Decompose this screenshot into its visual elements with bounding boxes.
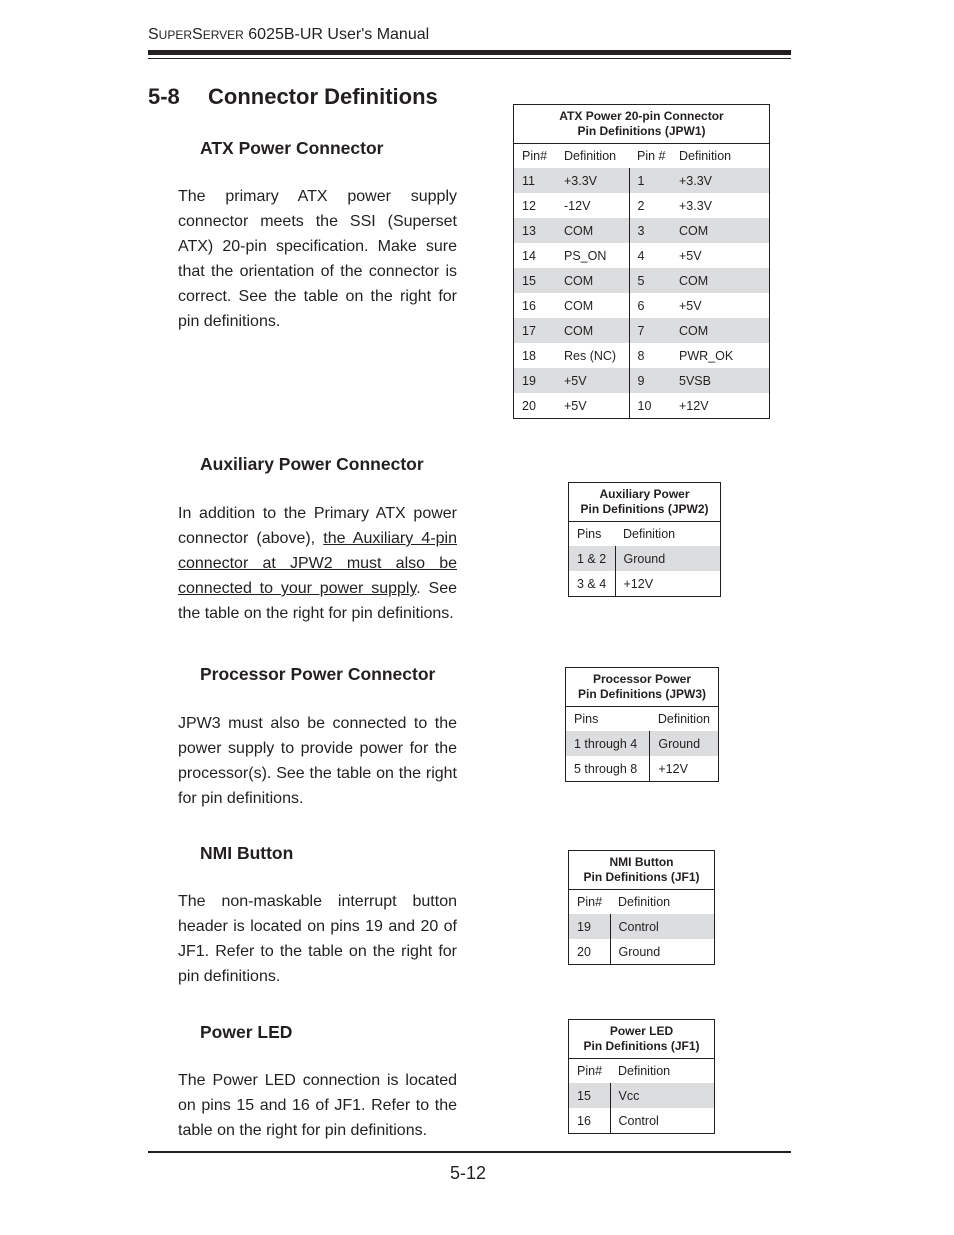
table-row [566, 731, 719, 756]
cell: +5V [679, 298, 702, 313]
cell: 17 [514, 318, 557, 343]
caption-line: Pin Definitions (JF1) [583, 870, 700, 884]
cell: COM [556, 268, 629, 293]
table-caption [566, 668, 719, 707]
cell: 3 [629, 218, 671, 243]
page-number: 5-12 [450, 1163, 487, 1183]
caption-line: Auxiliary Power [599, 487, 690, 501]
column-header: Definition [657, 712, 710, 726]
cell: COM [671, 318, 770, 343]
cell: 5 [629, 268, 671, 293]
column-header: Definition [679, 149, 732, 163]
cell: 6 [629, 293, 671, 318]
table-row [514, 293, 770, 318]
caption-line: Pin Definitions (JPW1) [577, 124, 706, 138]
caption-line: Pin Definitions (JF1) [583, 1039, 700, 1053]
table-row [514, 268, 770, 293]
cell: COM [671, 268, 770, 293]
cell: 11 [514, 168, 557, 193]
table-row [569, 546, 721, 571]
cell: +12V [679, 398, 709, 413]
cell: 3 & 4 [569, 571, 616, 597]
header-text: S [148, 26, 159, 43]
cell: +12V [623, 576, 654, 591]
header-rule [148, 50, 791, 55]
cell: COM [556, 318, 629, 343]
table-row [514, 343, 770, 368]
column-header: Pins [577, 527, 602, 541]
cell: +3.3V [671, 168, 770, 193]
table-row [514, 243, 770, 268]
table-row [566, 756, 719, 782]
cell: 12 [522, 198, 536, 213]
cell: PWR_OK [679, 348, 734, 363]
led-pin-table [568, 1019, 715, 1134]
cell: Control [610, 914, 715, 939]
cell: 9 [629, 368, 671, 393]
proc-paragraph: JPW3 must also be connected to the power supply to provide power for the processor(s). See the table on the right for pin definitions. [178, 715, 457, 807]
cell: 1 & 2 [569, 546, 616, 571]
table-caption [569, 851, 715, 890]
table-caption [569, 1020, 715, 1059]
cell: 16 [569, 1108, 611, 1134]
cell: +5V [556, 368, 629, 393]
header-text: 6025B-UR User's Manual [243, 26, 430, 43]
atx-heading: ATX Power Connector [200, 138, 384, 158]
cell: -12V [564, 198, 591, 213]
running-header [148, 26, 429, 44]
caption-line: Processor Power [592, 672, 692, 686]
column-header: Pins [574, 712, 599, 726]
cell: +5V [679, 248, 702, 263]
cell: 14 [522, 248, 536, 263]
cell: Ground [618, 944, 661, 959]
cell: +5V [564, 398, 587, 413]
caption-line: NMI Button [609, 855, 674, 869]
cell: 5 through 8 [566, 756, 650, 782]
cell: 4 [629, 243, 671, 268]
proc-pin-table [565, 667, 719, 782]
table-row [514, 393, 770, 419]
column-header: Pin# [577, 1064, 603, 1078]
cell: 10 [629, 393, 671, 419]
cell: 1 [629, 168, 671, 193]
header-text: UPER [158, 28, 193, 42]
nmi-paragraph: The non-maskable interrupt button header is located on pins 19 and 20 of JF1. Refer to the table on the right for pin definitions. [178, 893, 457, 985]
header-rule-thin [148, 58, 791, 59]
cell: 1 through 4 [566, 731, 650, 756]
aux-heading: Auxiliary Power Connector [200, 454, 424, 474]
section-title [148, 84, 438, 110]
table-row [514, 168, 770, 193]
header-text: S [192, 26, 203, 43]
column-header: Definition [618, 1064, 671, 1078]
table-row [514, 368, 770, 393]
cell: Control [618, 1113, 659, 1128]
cell: 18 [522, 348, 536, 363]
cell: +3.3V [556, 168, 629, 193]
table-row [569, 939, 715, 965]
cell: 20 [522, 398, 536, 413]
paragraph-text: In addition to the Primary ATX power connector (above), [178, 505, 457, 547]
nmi-pin-table [568, 850, 715, 965]
table-caption [569, 483, 721, 522]
paragraph-text: . See the table on the right for pin definitions. [178, 580, 458, 622]
table-caption [514, 105, 770, 144]
column-header: Pin# [577, 895, 603, 909]
cell: 15 [514, 268, 557, 293]
cell: COM [556, 218, 629, 243]
table-row [514, 218, 770, 243]
aux-paragraph [178, 501, 457, 626]
cell: 15 [569, 1083, 611, 1108]
cell: Vcc [610, 1083, 715, 1108]
cell: 8 [629, 343, 671, 368]
footer-rule [148, 1151, 791, 1153]
atx-paragraph: The primary ATX power supply connector meets the SSI (Superset ATX) 20-pin specification. Make sure that the orientation of the connector is correct. See the table on the right for pin definitions. [178, 188, 457, 330]
cell: Ground [615, 546, 721, 571]
proc-heading: Processor Power Connector [200, 664, 436, 684]
cell: +12V [658, 761, 688, 776]
cell: +3.3V [679, 198, 713, 213]
cell: 5VSB [671, 368, 770, 393]
cell: Res (NC) [564, 348, 617, 363]
column-header: Pin# [522, 149, 548, 163]
aux-pin-table [568, 482, 721, 597]
cell: 16 [522, 298, 536, 313]
section-number: 5-8 [148, 84, 180, 109]
table-row [569, 1083, 715, 1108]
header-text: ERVER [202, 28, 244, 42]
table-row [514, 193, 770, 218]
underlined-text: the Auxiliary 4-pin connector at JPW2 must also be connected to your power supply [178, 530, 457, 597]
led-paragraph: The Power LED connection is located on pins 15 and 16 of JF1. Refer to the table on the right for pin definitions. [178, 1072, 457, 1139]
cell: 13 [514, 218, 557, 243]
cell: Ground [650, 731, 719, 756]
led-heading: Power LED [200, 1022, 293, 1042]
cell: COM [564, 298, 594, 313]
cell: 19 [514, 368, 557, 393]
cell: 2 [629, 193, 671, 218]
atx-pin-table [513, 104, 770, 419]
caption-line: ATX Power 20-pin Connector [559, 109, 724, 123]
column-header: Pin # [637, 149, 666, 163]
cell: COM [671, 218, 770, 243]
table-row [514, 318, 770, 343]
cell: PS_ON [564, 248, 607, 263]
cell: 7 [629, 318, 671, 343]
nmi-heading: NMI Button [200, 843, 294, 863]
caption-line: Power LED [609, 1024, 674, 1038]
column-header: Definition [623, 527, 676, 541]
column-header: Definition [564, 149, 617, 163]
caption-line: Pin Definitions (JPW2) [580, 502, 709, 516]
caption-line: Pin Definitions (JPW3) [577, 687, 706, 701]
section-title-text: Connector Definitions [208, 84, 438, 109]
cell: 19 [569, 914, 611, 939]
table-row [569, 1108, 715, 1134]
cell: 20 [569, 939, 611, 965]
table-row [569, 914, 715, 939]
table-row [569, 571, 721, 597]
column-header: Definition [618, 895, 671, 909]
